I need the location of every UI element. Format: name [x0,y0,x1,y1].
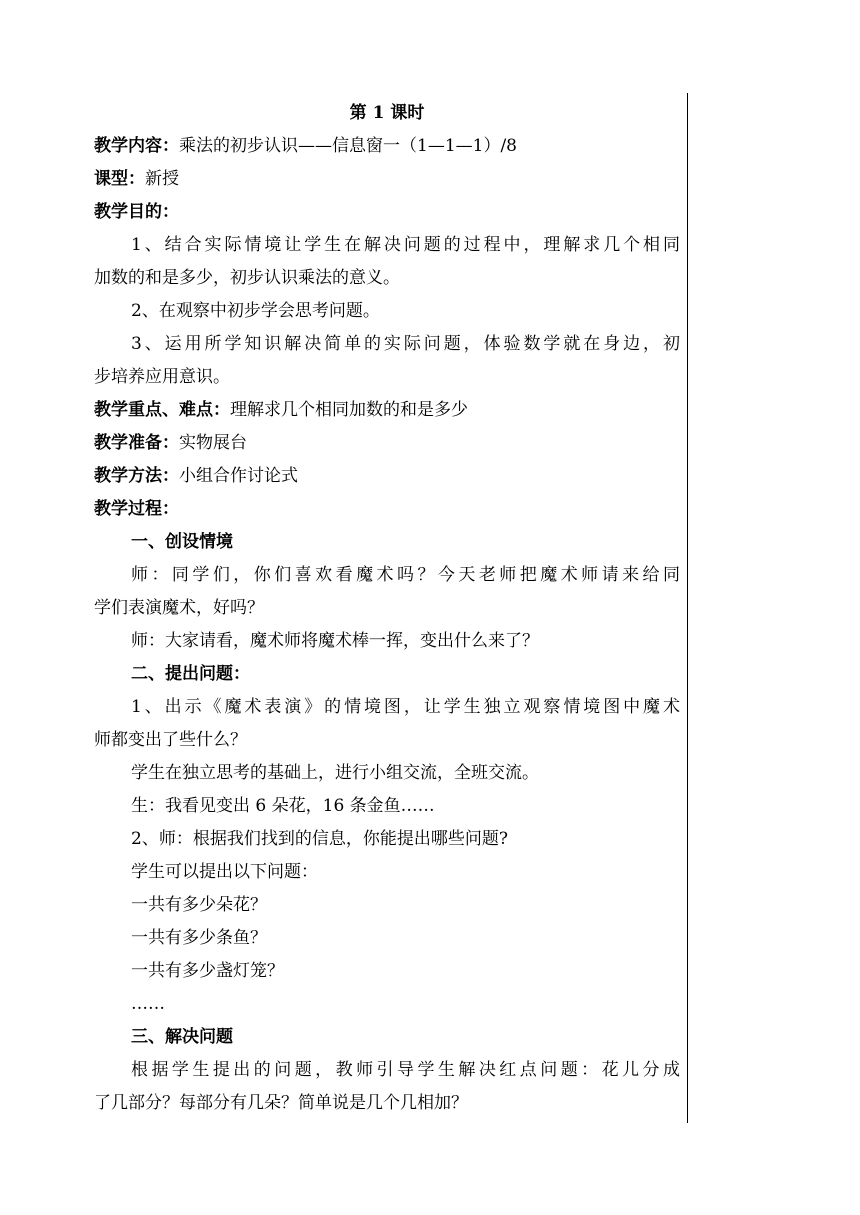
section-3-heading: 三、解决问题 [131,1027,233,1047]
type-value: 新授 [145,169,179,189]
question-ellipsis: …… [131,994,165,1014]
section-2-para-2: 学生在独立思考的基础上，进行小组交流，全班交流。 [131,763,539,783]
focus-value: 理解求几个相同加数的和是多少 [230,400,468,420]
question-lanterns: 一共有多少盏灯笼？ [131,961,284,981]
goal-2: 2、在观察中初步学会思考问题。 [131,301,380,321]
section-3-para-1-line-2: 了几部分？每部分有几朵？简单说是几个几相加？ [94,1093,468,1113]
goals-label: 教学目的： [94,202,179,222]
page-title: 第 1 课时 [349,103,425,123]
right-border-line [687,93,688,1123]
goal-3-line-1: 3、运用所学知识解决简单的实际问题，体验数学就在身边，初 [131,334,680,354]
question-fish: 一共有多少条鱼？ [131,928,267,948]
lesson-plan-page [94,97,680,1120]
goal-3-line-2: 步培养应用意识。 [94,367,230,387]
section-1-heading: 一、创设情境 [131,532,233,552]
focus-label: 教学重点、难点： [94,400,230,420]
type-label: 课型： [94,169,145,189]
section-2-para-4: 2、师：根据我们找到的信息，你能提出哪些问题? [131,829,508,849]
section-1-para-1-line-1: 师：同学们，你们喜欢看魔术吗？今天老师把魔术师请来给同 [131,565,680,585]
type-row [94,163,680,196]
section-2-para-1-line-1: 1、出示《魔术表演》的情境图，让学生独立观察情境图中魔术 [131,697,680,717]
method-label: 教学方法： [94,466,179,486]
prep-row [94,427,680,460]
section-2-heading: 二、提出问题： [131,664,250,684]
section-2-para-5: 学生可以提出以下问题： [131,862,318,882]
question-flowers: 一共有多少朵花？ [131,895,267,915]
prep-value: 实物展台 [179,433,247,453]
method-row [94,460,680,493]
section-1-para-1-line-2: 学们表演魔术，好吗？ [94,598,264,618]
section-2-para-1-line-2: 师都变出了些什么？ [94,730,247,750]
goal-1-line-1: 1、结合实际情境让学生在解决问题的过程中，理解求几个相同 [131,235,680,255]
section-1-para-2: 师：大家请看，魔术师将魔术棒一挥，变出什么来了？ [131,631,539,651]
content-label: 教学内容： [94,136,179,156]
prep-label: 教学准备： [94,433,179,453]
content-value: 乘法的初步认识——信息窗一（1—1—1）/8 [179,136,517,156]
section-2-para-3: 生：我看见变出 6 朵花，16 条金鱼…… [131,796,435,816]
section-3-para-1-line-1: 根据学生提出的问题，教师引导学生解决红点问题：花儿分成 [131,1060,680,1080]
content-row [94,130,680,163]
focus-row [94,394,680,427]
goal-1-line-2: 加数的和是多少，初步认识乘法的意义。 [94,268,400,288]
method-value: 小组合作讨论式 [179,466,298,486]
process-label: 教学过程： [94,499,179,519]
